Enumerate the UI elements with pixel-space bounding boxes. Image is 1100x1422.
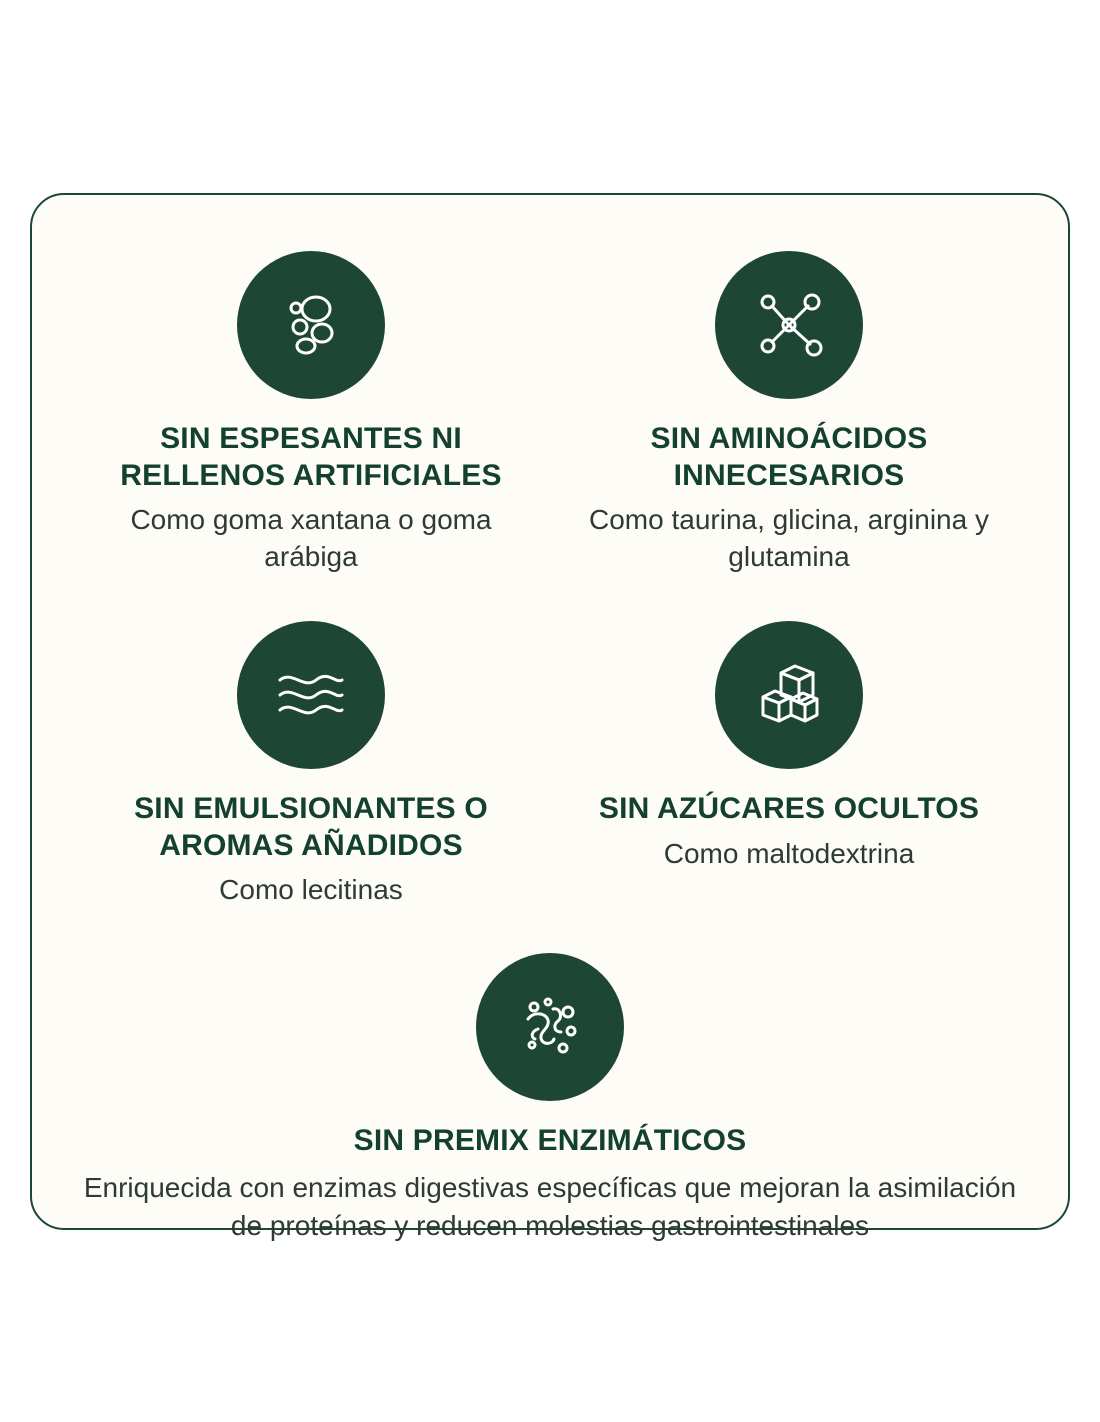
features-row-1 — [72, 251, 1028, 621]
sugar-cubes-icon — [715, 621, 863, 769]
bubbles-icon — [237, 251, 385, 399]
feature-subtitle: Como lecitinas — [219, 874, 403, 906]
feature-subtitle: Enriquecida con enzimas digestivas específicas que mejoran la asimilación de proteínas y reducen molestias gastrointestinales — [83, 1172, 1017, 1241]
feature-title: SIN EMULSIONANTES O AROMAS AÑADIDOS — [134, 791, 488, 862]
features-row-2 — [72, 621, 1028, 953]
feature-no-hidden-sugars — [550, 621, 1028, 909]
feature-no-emulsifiers — [72, 621, 550, 909]
feature-no-thickeners — [72, 251, 550, 575]
feature-subtitle: Como goma xantana o goma arábiga — [130, 504, 492, 572]
feature-title: SIN PREMIX ENZIMÁTICOS — [353, 1123, 747, 1157]
feature-no-enzyme-premix — [72, 953, 1028, 1245]
features-card — [30, 193, 1070, 1241]
feature-title: SIN AMINOÁCIDOS INNECESARIOS — [650, 422, 928, 492]
feature-title: SIN AZÚCARES OCULTOS — [598, 791, 980, 825]
molecule-icon — [715, 251, 863, 399]
feature-title: SIN ESPESANTES NI RELLENOS ARTIFICIALES — [120, 422, 502, 492]
waves-icon — [237, 621, 385, 769]
features-row-3 — [72, 953, 1028, 1245]
feature-subtitle: Como taurina, glicina, arginina y glutamina — [589, 504, 989, 572]
feature-subtitle: Como maltodextrina — [663, 837, 915, 869]
enzymes-icon — [476, 953, 624, 1101]
feature-no-aminoacids — [550, 251, 1028, 575]
